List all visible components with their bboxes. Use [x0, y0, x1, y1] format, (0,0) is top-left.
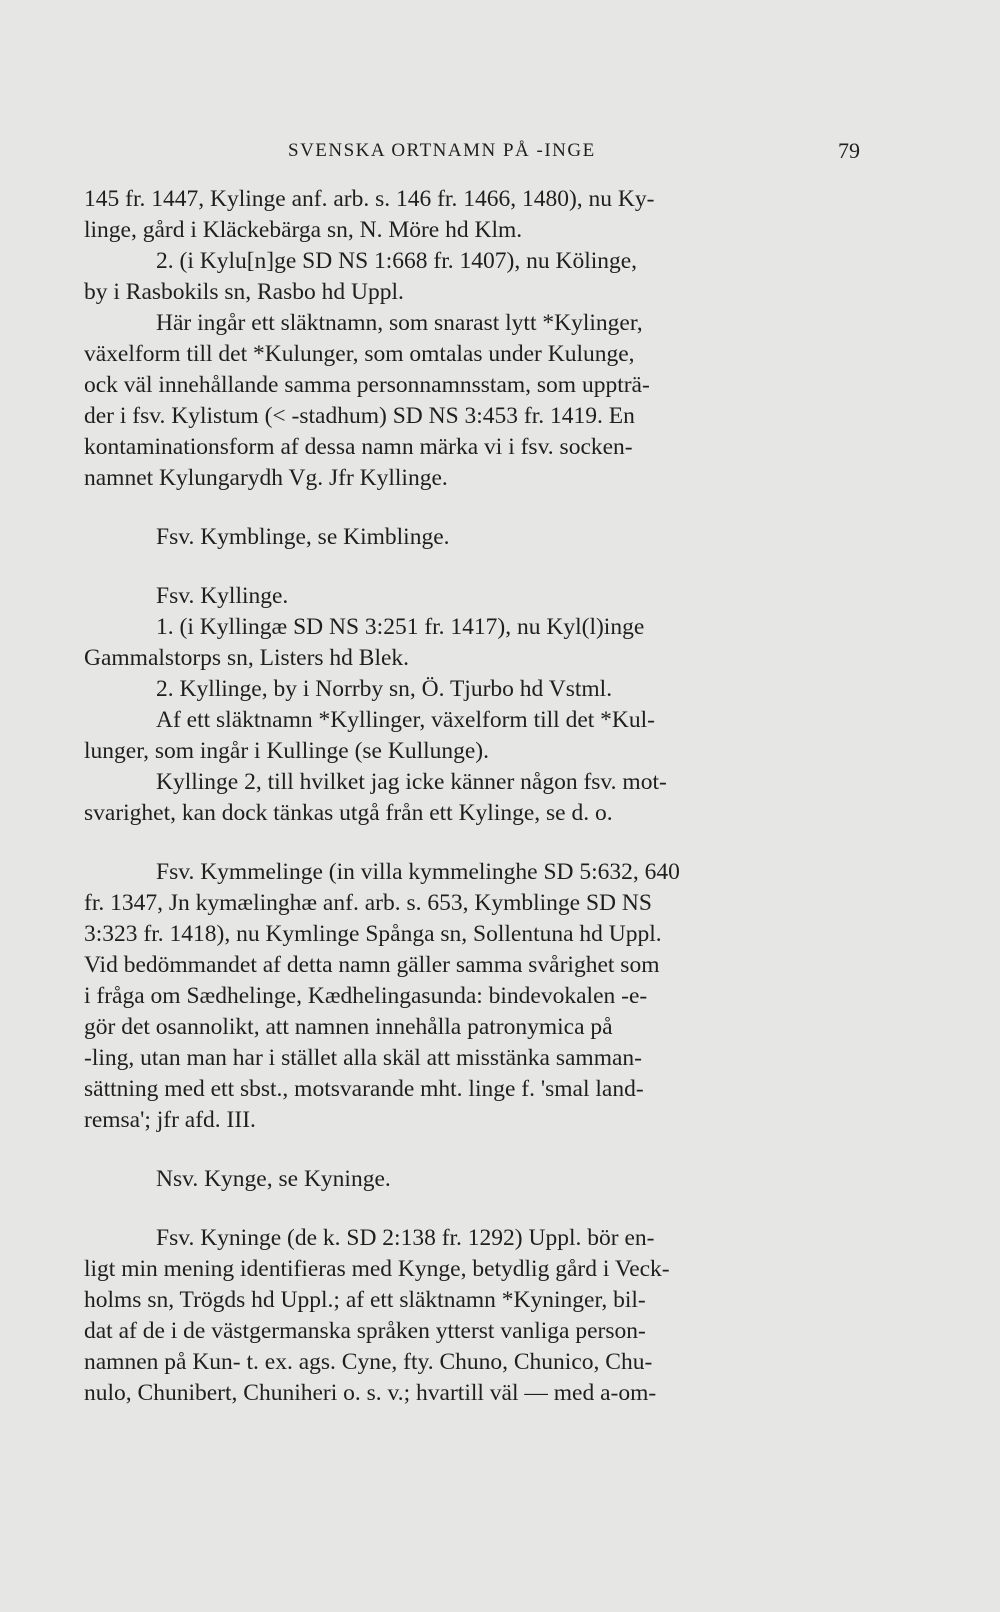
text-line: linge, gård i Kläckebärga sn, N. Möre hd Klm.	[84, 217, 523, 243]
text-line: holms sn, Trögds hd Uppl.; af ett släktnamn *Kyninger, bil-	[84, 1287, 646, 1313]
text-line: Fsv. Kyninge (de k. SD 2:138 fr. 1292) Uppl. bör en-	[156, 1225, 655, 1251]
text-line: ock väl innehållande samma personnamnsstam, som uppträ-	[84, 372, 650, 398]
text-line: Fsv. Kyllinge.	[156, 583, 289, 609]
text-line: namnen på Kun- t. ex. ags. Cyne, fty. Chuno, Chunico, Chu-	[84, 1349, 653, 1375]
text-line: ligt min mening identifieras med Kynge, betydlig gård i Veck-	[84, 1256, 670, 1282]
text-line: Kyllinge 2, till hvilket jag icke känner någon fsv. mot-	[156, 769, 667, 795]
text-line: växelform till det *Kulunger, som omtalas under Kulunge,	[84, 341, 635, 367]
running-title: SVENSKA ORTNAMN PÅ -INGE	[288, 140, 596, 161]
entry-kyninge	[84, 1223, 874, 1409]
text-line: gör det osannolikt, att namnen innehålla patronymica på	[84, 1014, 613, 1040]
text-line: Af ett släktnamn *Kyllinger, växelform till det *Kul-	[156, 707, 655, 733]
text-line: 145 fr. 1447, Kylinge anf. arb. s. 146 fr. 1466, 1480), nu Ky-	[84, 186, 655, 212]
text-line: 3:323 fr. 1418), nu Kymlinge Spånga sn, Sollentuna hd Uppl.	[84, 921, 662, 947]
entry-kynge	[84, 1164, 874, 1195]
text-line: sättning med ett sbst., motsvarande mht. linge f. 'smal land-	[84, 1076, 644, 1102]
running-header	[88, 138, 860, 172]
text-line: nulo, Chunibert, Chuniheri o. s. v.; hvartill väl — med a-om-	[84, 1380, 657, 1406]
text-line: Fsv. Kymblinge, se Kimblinge.	[156, 524, 450, 550]
text-line: Gammalstorps sn, Listers hd Blek.	[84, 645, 410, 671]
text-line: svarighet, kan dock tänkas utgå från ett Kylinge, se d. o.	[84, 800, 613, 826]
text-line: Här ingår ett släktnamn, som snarast lytt *Kylinger,	[156, 310, 643, 336]
text-line: by i Rasbokils sn, Rasbo hd Uppl.	[84, 279, 404, 305]
text-line: Vid bedömmandet af detta namn gäller samma svårighet som	[84, 952, 660, 978]
paragraph-kylinge-continued	[84, 184, 874, 494]
page-number: 79	[838, 138, 860, 163]
text-line: 2. (i Kylu[n]ge SD NS 1:668 fr. 1407), nu Kölinge,	[156, 248, 638, 274]
text-line: der i fsv. Kylistum (< -stadhum) SD NS 3:453 fr. 1419. En	[84, 403, 635, 429]
text-line: kontaminationsform af dessa namn märka vi i fsv. socken-	[84, 434, 633, 460]
text-line: 1. (i Kyllingæ SD NS 3:251 fr. 1417), nu Kyl(l)inge	[156, 614, 645, 640]
text-line: Fsv. Kymmelinge (in villa kymmelinghe SD 5:632, 640	[156, 859, 680, 885]
text-line: Nsv. Kynge, se Kyninge.	[156, 1166, 391, 1192]
text-line: fr. 1347, Jn kymælinghæ anf. arb. s. 653, Kymblinge SD NS	[84, 890, 652, 916]
text-line: 2. Kyllinge, by i Norrby sn, Ö. Tjurbo hd Vstml.	[156, 676, 613, 702]
text-line: i fråga om Sædhelinge, Kædhelingasunda: bindevokalen -e-	[84, 983, 648, 1009]
entry-kyllinge	[84, 581, 874, 829]
text-line: namnet Kylungarydh Vg. Jfr Kyllinge.	[84, 465, 448, 491]
entry-kymmelinge	[84, 857, 874, 1136]
entry-kymblinge	[84, 522, 874, 553]
text-line: remsa'; jfr afd. III.	[84, 1107, 256, 1133]
text-line: lunger, som ingår i Kullinge (se Kullunge).	[84, 738, 490, 764]
page-body	[84, 184, 874, 1409]
text-line: -ling, utan man har i stället alla skäl att misstänka samman-	[84, 1045, 642, 1071]
text-line: dat af de i de västgermanska språken ytterst vanliga person-	[84, 1318, 646, 1344]
